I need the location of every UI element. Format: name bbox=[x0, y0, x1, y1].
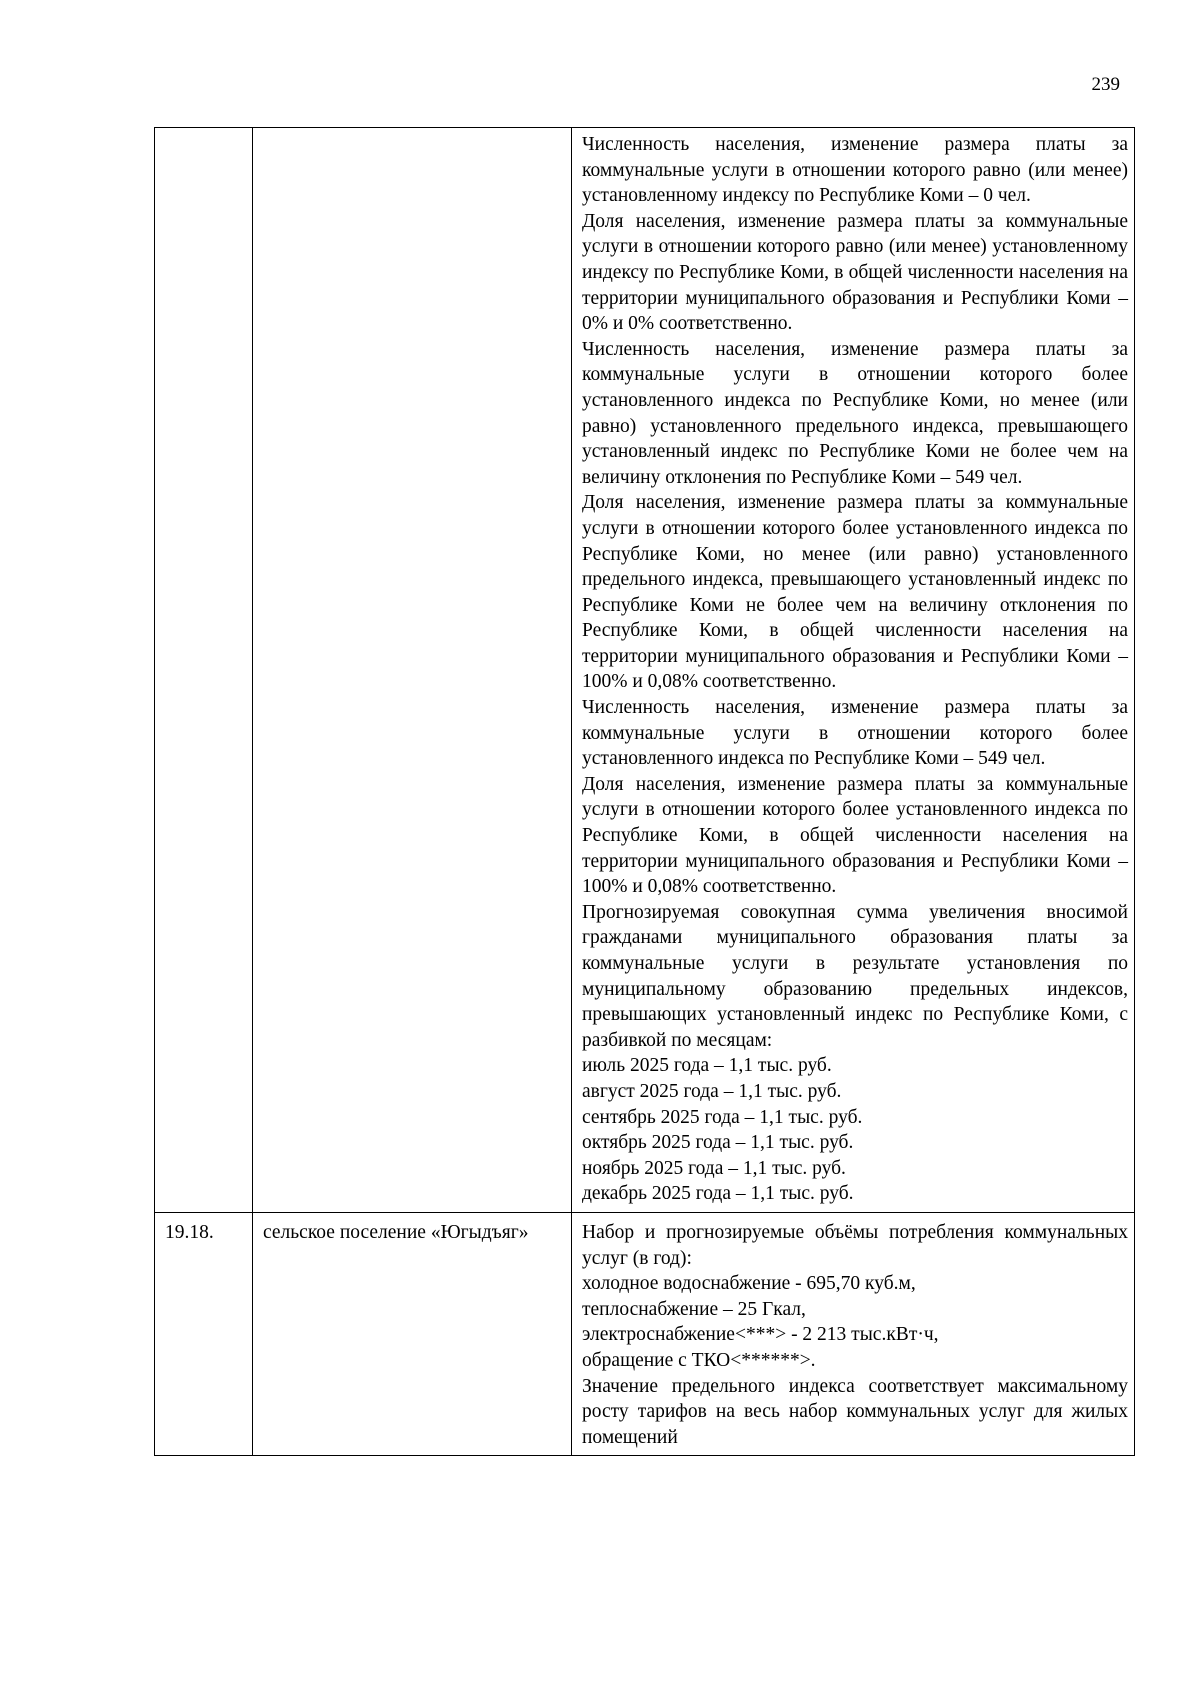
row-number-cell bbox=[155, 128, 253, 1213]
municipality-name bbox=[253, 128, 571, 136]
paragraph: Доля населения, изменение размера платы за коммунальные услуги в отношении которого равно (или менее) установленному индексу по Республике Коми, в общей численности населения на территории муниципального образования и Республики Коми – 0% и 0% соответственно. bbox=[582, 210, 1128, 335]
month-line: август 2025 года – 1,1 тыс. руб. bbox=[582, 1080, 842, 1102]
description-cell bbox=[572, 1212, 1135, 1455]
document-table bbox=[154, 127, 1135, 1456]
month-line: сентябрь 2025 года – 1,1 тыс. руб. bbox=[582, 1106, 863, 1128]
paragraph: Численность населения, изменение размера платы за коммунальные услуги в отношении которого более установленного индекса по Республике Коми, но менее (или равно) установленного предельного индекса, превышающего установленный индекс по Республике Коми не более чем на величину отклонения по Республике Коми – 549 чел. bbox=[582, 338, 1128, 488]
municipality-cell bbox=[253, 1212, 572, 1455]
month-line: ноябрь 2025 года – 1,1 тыс. руб. bbox=[582, 1157, 846, 1179]
service-line: электроснабжение<***> - 2 213 тыс.кВт·ч, bbox=[582, 1324, 939, 1346]
row-number: 19.18. bbox=[165, 1221, 214, 1243]
service-line: холодное водоснабжение - 695,70 куб.м, bbox=[582, 1273, 916, 1295]
paragraph: Доля населения, изменение размера платы за коммунальные услуги в отношении которого более установленного индекса по Республике Коми, но менее (или равно) установленного предельного индекса, превышающего установленный индекс по Республике Коми не более чем на величину отклонения по Республике Коми, в общей численности населения на территории муниципального образования и Республики Коми – 100% и 0,08% соответственно. bbox=[582, 492, 1128, 693]
paragraph: Набор и прогнозируемые объёмы потребления коммунальных услуг (в год): bbox=[582, 1221, 1128, 1269]
month-line: июль 2025 года – 1,1 тыс. руб. bbox=[582, 1055, 832, 1077]
table-row bbox=[155, 1212, 1135, 1455]
paragraph: Прогнозируемая совокупная сумма увеличения вносимой гражданами муниципального образования платы за коммунальные услуги в результате установления по муниципальному образованию предельных индексов, превышающих установленный индекс по Республике Коми, с разбивкой по месяцам: bbox=[582, 901, 1128, 1051]
paragraph: Численность населения, изменение размера платы за коммунальные услуги в отношении которого более установленного индекса по Республике Коми – 549 чел. bbox=[582, 697, 1128, 770]
paragraph: Значение предельного индекса соответствует максимальному росту тарифов на весь набор коммунальных услуг для жилых помещений bbox=[582, 1375, 1128, 1448]
table-row bbox=[155, 128, 1135, 1213]
municipality-cell bbox=[253, 128, 572, 1213]
municipality-name: сельское поселение «Югыдъяг» bbox=[263, 1221, 529, 1243]
service-line: обращение с ТКО<******>. bbox=[582, 1349, 816, 1371]
description-cell bbox=[572, 128, 1135, 1213]
row-number-cell bbox=[155, 1212, 253, 1455]
paragraph: Доля населения, изменение размера платы за коммунальные услуги в отношении которого более установленного индекса по Республике Коми, в общей численности населения на территории муниципального образования и Республики Коми – 100% и 0,08% соответственно. bbox=[582, 773, 1128, 898]
month-line: декабрь 2025 года – 1,1 тыс. руб. bbox=[582, 1183, 854, 1205]
page-number: 239 bbox=[1091, 74, 1120, 95]
row-number bbox=[155, 128, 252, 136]
paragraph: Численность населения, изменение размера платы за коммунальные услуги в отношении которого равно (или менее) установленному индексу по Республике Коми – 0 чел. bbox=[582, 134, 1128, 207]
month-line: октябрь 2025 года – 1,1 тыс. руб. bbox=[582, 1132, 854, 1154]
service-line: теплоснабжение – 25 Гкал, bbox=[582, 1298, 806, 1320]
